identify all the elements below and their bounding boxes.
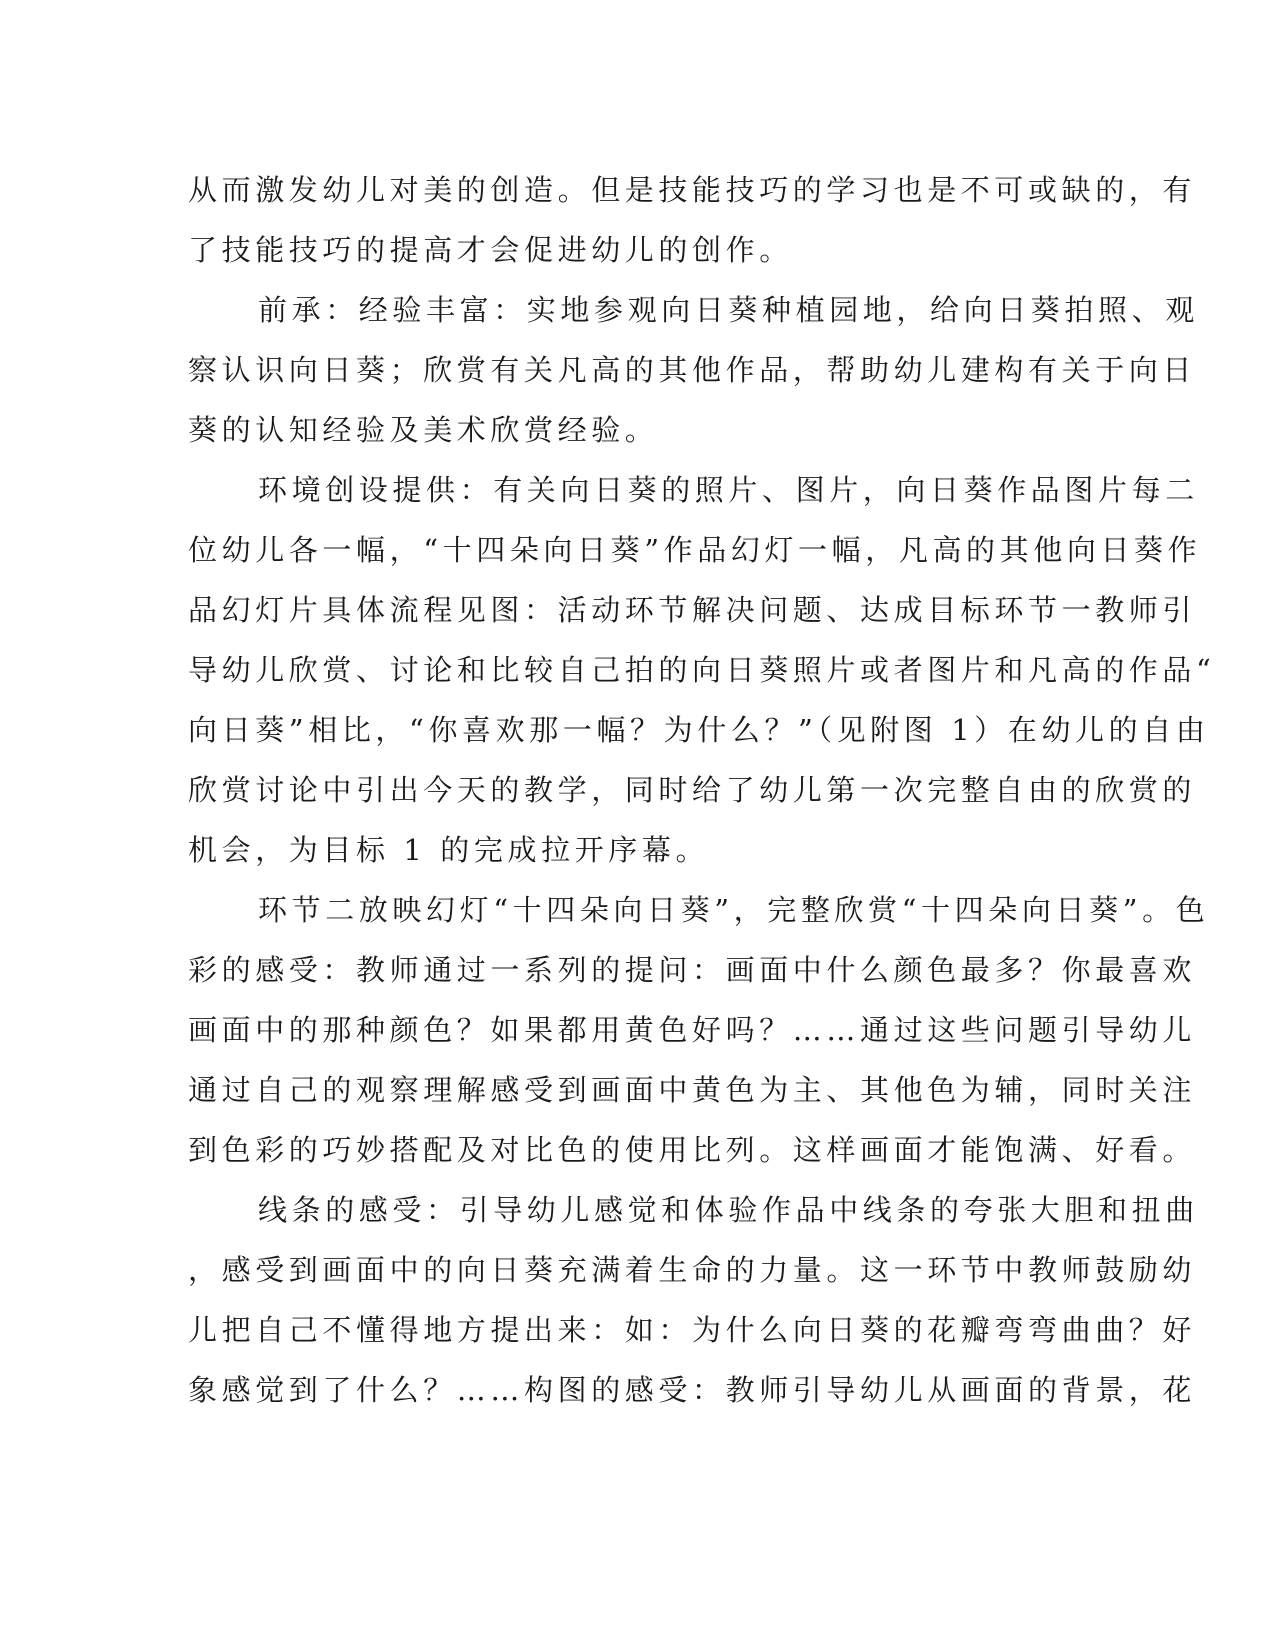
- text-line: 葵的认知经验及美术欣赏经验。: [188, 413, 659, 447]
- text-line: 了技能技巧的提高才会促进幼儿的创作。: [188, 233, 793, 267]
- text-line: 察认识向日葵；欣赏有关凡高的其他作品，帮助幼儿建构有关于向日: [188, 353, 1197, 387]
- paragraph-start-line: 环节二放映幻灯“十四朵向日葵”，完整欣赏“十四朵向日葵”。色: [258, 893, 1210, 927]
- body-text: [188, 160, 1216, 1420]
- text-line: 位幼儿各一幅，“十四朵向日葵”作品幻灯一幅，凡高的其他向日葵作: [188, 533, 1202, 567]
- text-line: 彩的感受：教师通过一系列的提问：画面中什么颜色最多？你最喜欢: [188, 953, 1197, 987]
- paragraph-start-line: 环境创设提供：有关向日葵的照片、图片，向日葵作品图片每二: [258, 473, 1199, 507]
- paragraph-start-line: 前承：经验丰富：实地参观向日葵种植园地，给向日葵拍照、观: [258, 293, 1199, 327]
- text-line: 画面中的那种颜色？如果都用黄色好吗？……通过这些问题引导幼儿: [188, 1013, 1197, 1047]
- paragraph-start-line: 线条的感受：引导幼儿感觉和体验作品中线条的夸张大胆和扭曲: [258, 1193, 1199, 1227]
- text-line: 机会，为目标 1 的完成拉开序幕。: [188, 833, 710, 867]
- text-line: 导幼儿欣赏、讨论和比较自己拍的向日葵照片或者图片和凡高的作品“: [188, 653, 1216, 687]
- text-line: 欣赏讨论中引出今天的教学，同时给了幼儿第一次完整自由的欣赏的: [188, 773, 1197, 807]
- text-line: 象感觉到了什么？……构图的感受：教师引导幼儿从画面的背景，花: [188, 1373, 1197, 1407]
- text-line: 从而激发幼儿对美的创造。但是技能技巧的学习也是不可或缺的，有: [188, 173, 1197, 207]
- text-line: 品幻灯片具体流程见图：活动环节解决问题、达成目标环节一教师引: [188, 593, 1197, 627]
- text-line: 向日葵”相比，“你喜欢那一幅？为什么？”（见附图 1）在幼儿的自由: [188, 713, 1210, 747]
- text-line: 儿把自己不懂得地方提出来：如：为什么向日葵的花瓣弯弯曲曲？好: [188, 1313, 1197, 1347]
- text-line: 到色彩的巧妙搭配及对比色的使用比列。这样画面才能饱满、好看。: [188, 1133, 1197, 1167]
- text-line: ，感受到画面中的向日葵充满着生命的力量。这一环节中教师鼓励幼: [188, 1253, 1197, 1287]
- text-line: 通过自己的观察理解感受到画面中黄色为主、其他色为辅，同时关注: [188, 1073, 1197, 1107]
